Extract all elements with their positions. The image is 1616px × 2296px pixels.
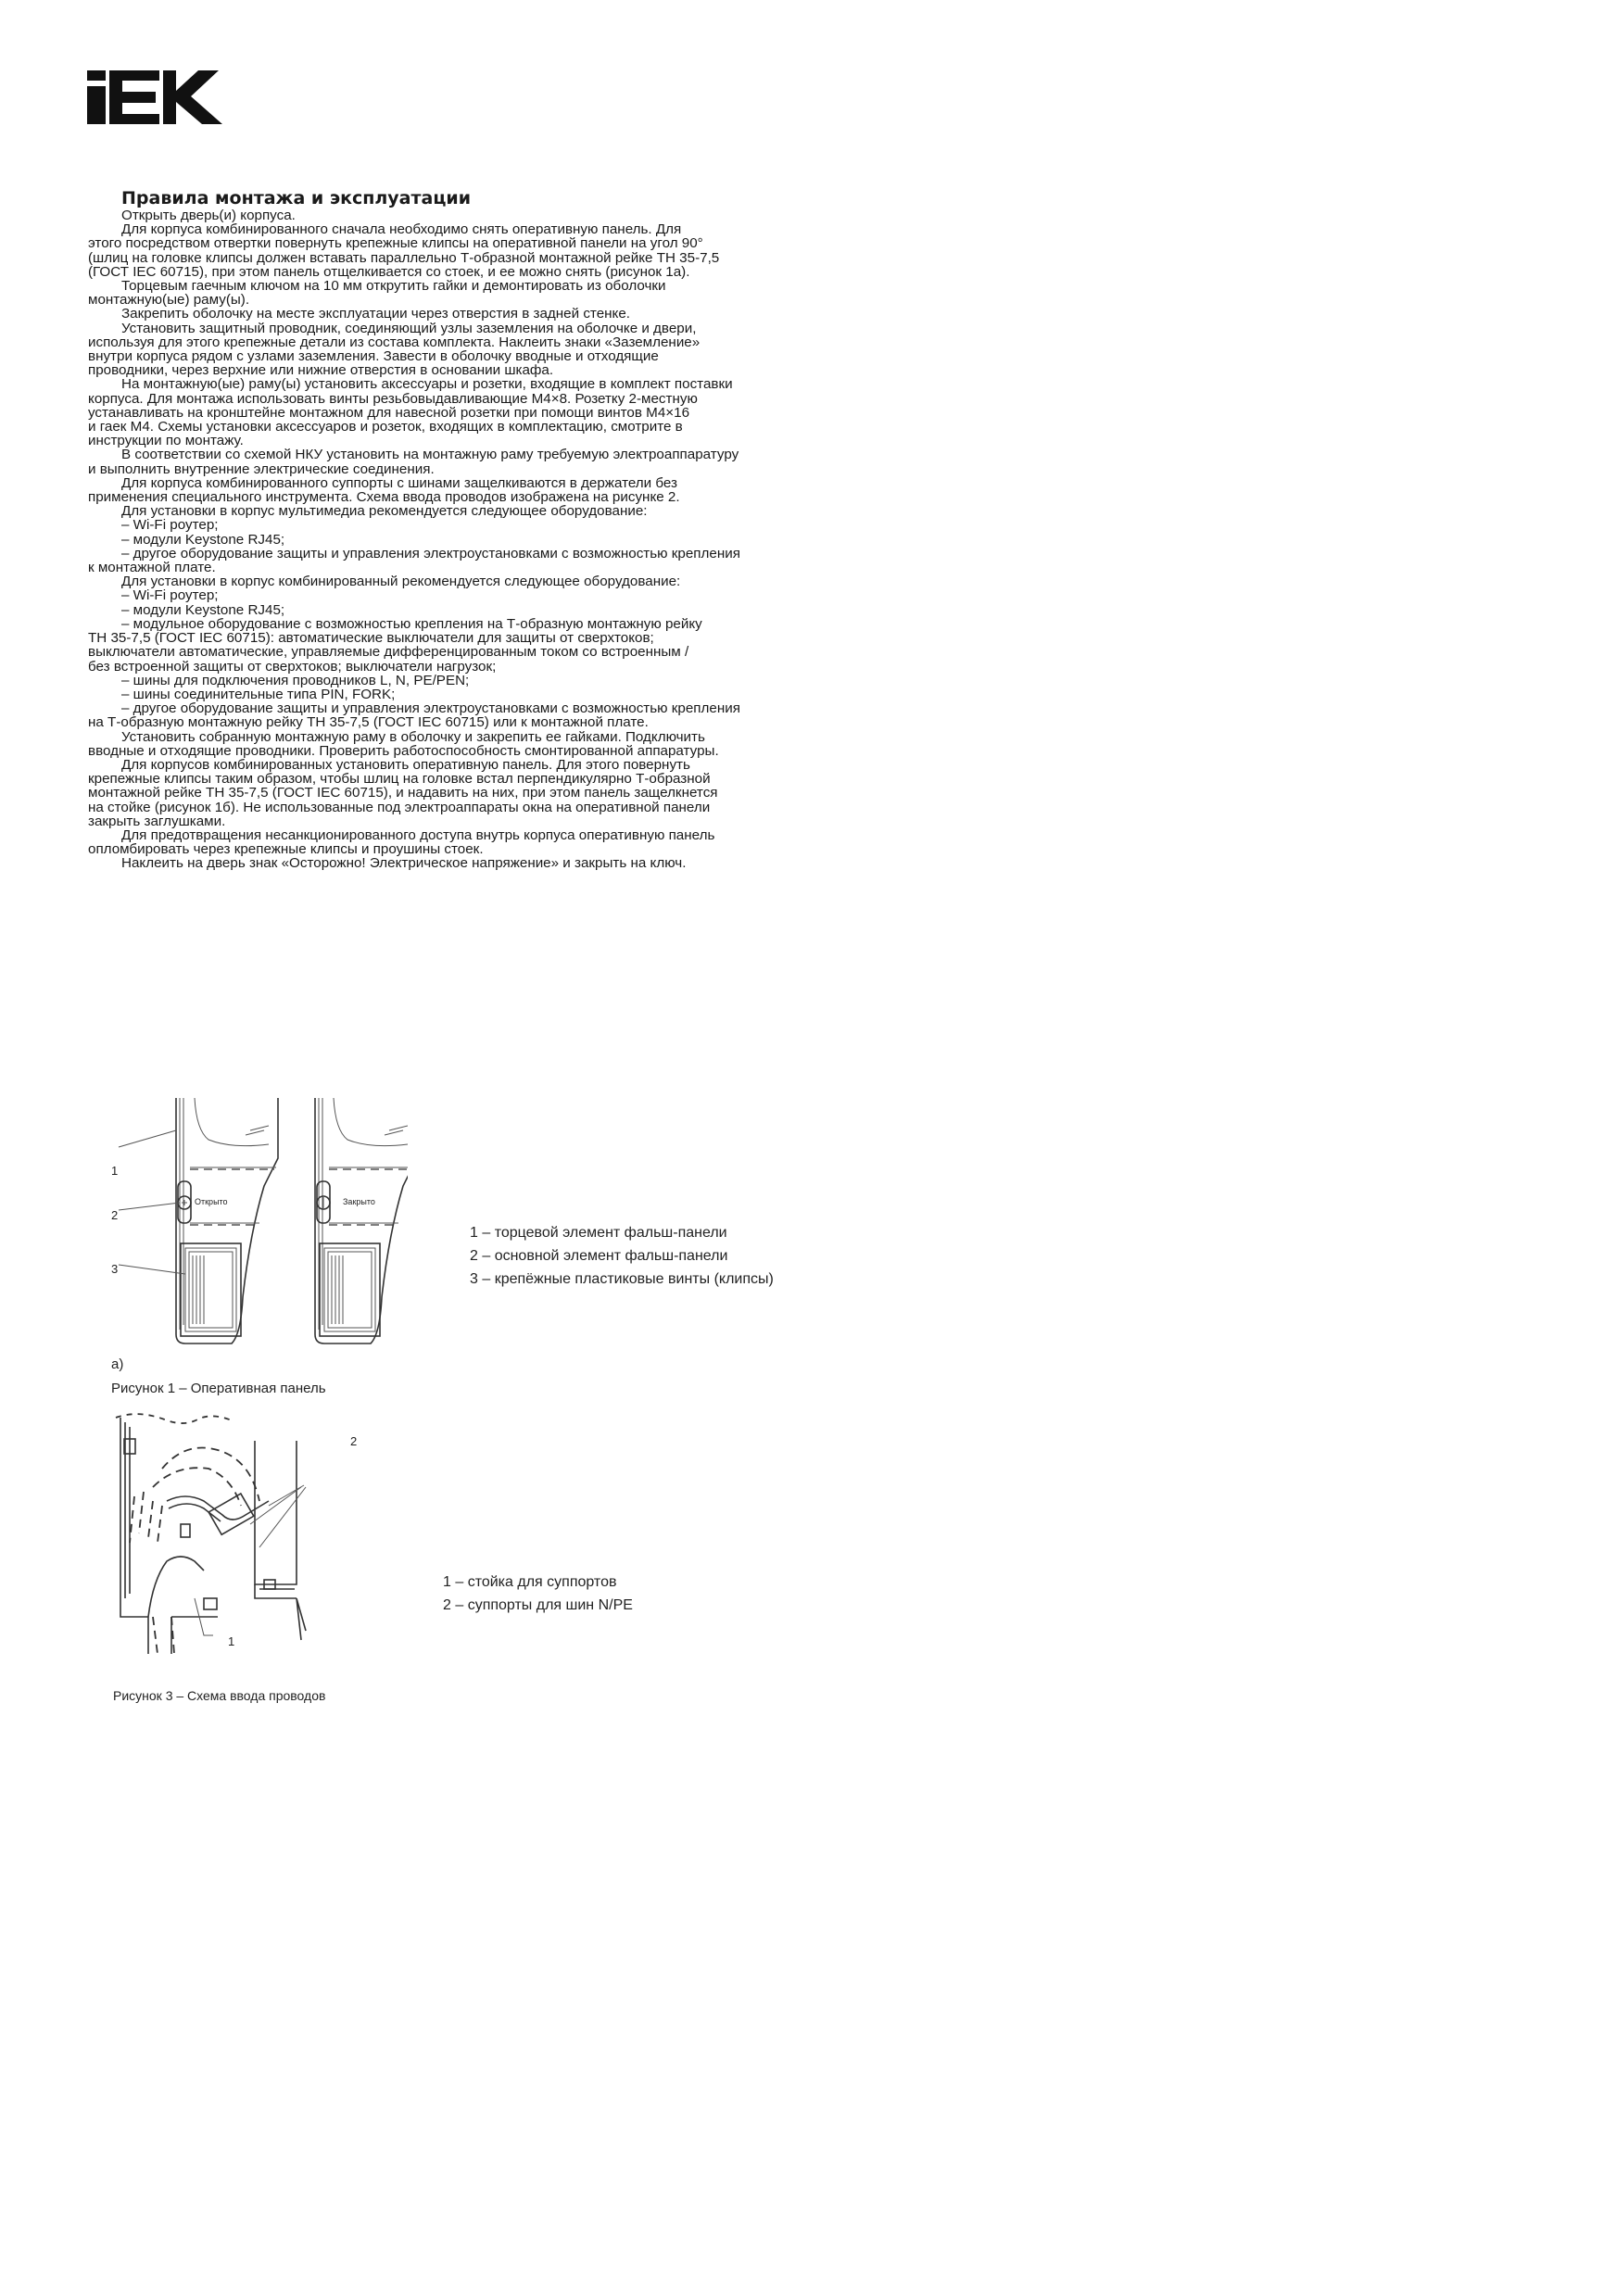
text-line: – Wi-Fi роутер; xyxy=(121,587,219,604)
figure1-drawing xyxy=(102,1093,408,1353)
figure3-drawing xyxy=(111,1413,380,1663)
legend-item: 2 – основной элемент фальш-панели xyxy=(470,1248,728,1264)
text-line: Для корпуса комбинированного суппорты с шинами защелкиваются в держатели без xyxy=(121,474,677,491)
figure3-caption: Рисунок 3 – Схема ввода проводов xyxy=(113,1688,326,1703)
callout-1: 1 xyxy=(111,1164,119,1178)
text-line: Наклеить на дверь знак «Осторожно! Электрическое напряжение» и закрыть на ключ. xyxy=(121,855,687,872)
text-line: Для корпусов комбинированных установить оперативную панель. Для этого повернуть xyxy=(121,756,690,773)
text-line: и гаек М4. Схемы установки аксессуаров и розеток, входящих в комплектацию, смотрите в xyxy=(88,419,683,435)
text-line: применения специального инструмента. Схема ввода проводов изображена на рисунке 2. xyxy=(88,489,680,506)
text-line: Установить защитный проводник, соединяющий узлы заземления на оболочке и двери, xyxy=(121,320,697,336)
panel-closed-view xyxy=(315,1098,408,1344)
text-line: на стойке (рисунок 1б). Не использованные под электроаппараты окна на оперативной панели xyxy=(88,799,711,815)
text-line: – шины соединительные типа PIN, FORK; xyxy=(121,686,396,702)
legend-item: 3 – крепёжные пластиковые винты (клипсы) xyxy=(470,1271,774,1287)
clip-label-open: Открыто xyxy=(195,1197,228,1206)
figure1-legend xyxy=(470,1221,774,1291)
callout-2: 2 xyxy=(111,1208,119,1222)
subfigure-label: а) xyxy=(111,1356,124,1372)
text-line: используя для этого крепежные детали из состава комплекта. Наклеить знаки «Заземление» xyxy=(88,334,701,350)
text-line: внутри корпуса рядом с узлами заземления. Завести в оболочку вводные и отходящие xyxy=(88,348,659,365)
text-line: – шины для подключения проводников L, N, PE/PEN; xyxy=(121,672,470,688)
text-line: Для установки в корпус комбинированный рекомендуется следующее оборудование: xyxy=(121,574,681,590)
text-line: проводники, через верхние или нижние отверстия в основании шкафа. xyxy=(88,362,554,379)
text-line: – модули Keystone RJ45; xyxy=(121,601,285,618)
text-line: вводные и отходящие проводники. Проверить работоспособность смонтированной аппаратуры. xyxy=(88,742,719,759)
text-line: устанавливать на кронштейне монтажном для навесной розетки при помощи винтов М4×16 xyxy=(88,404,690,421)
text-line: на Т-образную монтажную рейку ТН 35-7,5 (ГОСТ IEC 60715) или к монтажной плате. xyxy=(88,714,649,731)
legend-item: 1 – стойка для суппортов xyxy=(443,1574,617,1590)
text-line: – другое оборудование защиты и управления электроустановками с возможностью крепления xyxy=(121,545,740,561)
clip-label-closed: Закрыто xyxy=(343,1197,375,1206)
iek-logo xyxy=(87,70,222,124)
text-line: крепежные клипсы таким образом, чтобы шлиц на головке встал перпендикулярно Т-образной xyxy=(88,771,711,788)
text-line: – модули Keystone RJ45; xyxy=(121,531,285,548)
text-line: Для предотвращения несанкционированного доступа внутрь корпуса оперативную панель xyxy=(121,826,715,843)
figure1-caption: Рисунок 1 – Оперативная панель xyxy=(111,1381,326,1396)
text-line: Закрепить оболочку на месте эксплуатации через отверстия в задней стенке. xyxy=(121,306,631,322)
document-title: Правила монтажа и эксплуатации xyxy=(121,188,472,208)
figure3-legend xyxy=(443,1571,633,1617)
text-line: – Wi-Fi роутер; xyxy=(121,517,219,534)
text-line: монтажной рейке ТН 35-7,5 (ГОСТ IEC 60715), и надавить на них, при этом панель защелкнется xyxy=(88,785,718,801)
text-line: (ГОСТ IEC 60715), при этом панель отщелкивается со стоек, и ее можно снять (рисунок 1а). xyxy=(88,263,690,280)
text-line: Торцевым гаечным ключом на 10 мм открутить гайки и демонтировать из оболочки xyxy=(121,278,666,295)
text-line: (шлиц на головке клипсы должен вставать параллельно Т-образной монтажной рейке ТН 35-7,5 xyxy=(88,249,720,266)
text-line: опломбировать через крепежные клипсы и проушины стоек. xyxy=(88,841,484,858)
text-line: На монтажную(ые) раму(ы) установить аксессуары и розетки, входящие в комплект поставки xyxy=(121,376,733,393)
text-line: Установить собранную монтажную раму в оболочку и закрепить ее гайками. Подключить xyxy=(121,728,705,745)
text-line: инструкции по монтажу. xyxy=(88,433,244,449)
text-line: выключатели автоматические, управляемые дифференцированным током со встроенным / xyxy=(88,644,689,661)
text-line: В соответствии со схемой НКУ установить на монтажную раму требуемую электроаппаратуру xyxy=(121,447,739,463)
text-line: Для корпуса комбинированного сначала необходимо снять оперативную панель. Для xyxy=(121,221,682,238)
instructions-body xyxy=(88,208,820,871)
text-line: и выполнить внутренние электрические соединения. xyxy=(88,460,435,477)
instructions-text xyxy=(88,188,820,871)
callout-1: 1 xyxy=(228,1634,235,1648)
legend-item: 2 – суппорты для шин N/PE xyxy=(443,1597,633,1613)
callout-3: 3 xyxy=(111,1262,119,1276)
text-line: Для установки в корпус мультимедиа рекомендуется следующее оборудование: xyxy=(121,503,648,520)
text-line: монтажную(ые) раму(ы). xyxy=(88,292,250,309)
text-line: без встроенной защиты от сверхтоков; выключатели нагрузок; xyxy=(88,658,497,675)
callout-2: 2 xyxy=(350,1434,358,1448)
text-line: этого посредством отвертки повернуть крепежные клипсы на оперативной панели на угол 90° xyxy=(88,235,703,252)
panel-open-view xyxy=(176,1098,278,1344)
text-line: ТН 35-7,5 (ГОСТ IEC 60715): автоматические выключатели для защиты от сверхтоков; xyxy=(88,630,654,647)
text-line: к монтажной плате. xyxy=(88,560,216,576)
text-line: Открыть дверь(и) корпуса. xyxy=(121,208,296,223)
text-line: – модульное оборудование с возможностью крепления на Т-образную монтажную рейку xyxy=(121,615,702,632)
text-line: корпуса. Для монтажа использовать винты резьбовыдавливающие М4×8. Розетку 2-местную xyxy=(88,390,698,407)
legend-item: 1 – торцевой элемент фальш-панели xyxy=(470,1225,727,1241)
text-line: – другое оборудование защиты и управления электроустановками с возможностью крепления xyxy=(121,700,740,717)
text-line: закрыть заглушками. xyxy=(88,813,226,829)
